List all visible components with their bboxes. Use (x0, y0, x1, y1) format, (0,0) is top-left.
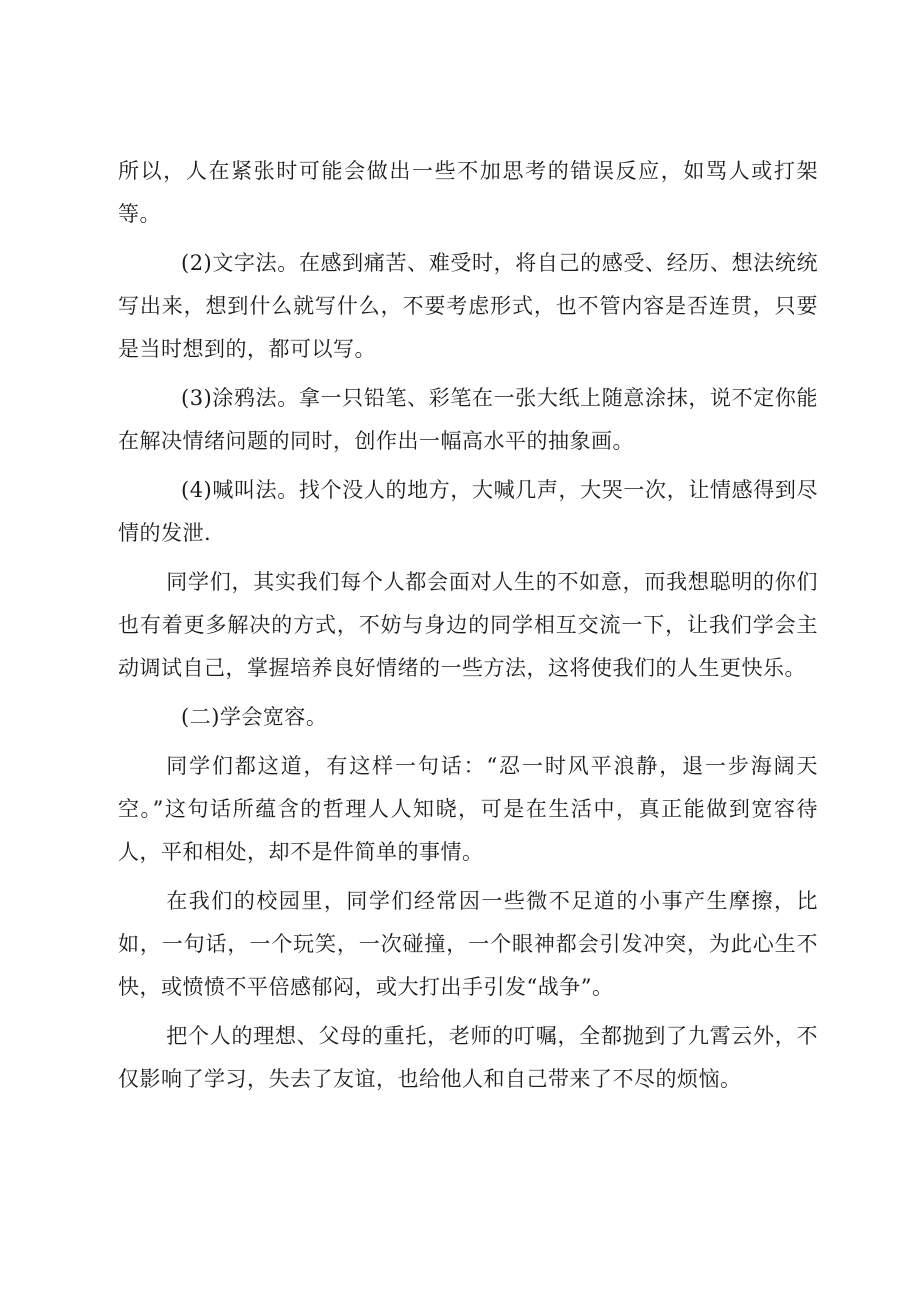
paragraph-tolerance-saying: 同学们都这道，有这样一句话：“忍一时风平浪静，退一步海阔天空。”这句话所蕴含的哲理人人知晓，可是在生活中，真正能做到宽容待人，平和相处，却不是件简单的事情。 (118, 754, 818, 864)
paragraph-shouting-method: (4)喊叫法。找个没人的地方，大喊几声，大哭一次，让情感得到尽情的发泄. (118, 478, 818, 545)
paragraph-consequences: 把个人的理想、父母的重托，老师的叮嘱，全都抛到了九霄云外，不仅影响了学习，失去了友谊，也给他人和自己带来了不尽的烦恼。 (118, 1024, 818, 1091)
paragraph-writing-method: (2)文字法。在感到痛苦、难受时，将自己的感受、经历、想法统统写出来，想到什么就写什么，不要考虑形式，也不管内容是否连贯，只要是当时想到的，都可以写。 (118, 251, 818, 361)
paragraph-classmates-summary: 同学们，其实我们每个人都会面对人生的不如意，而我想聪明的你们也有着更多解决的方式，不妨与身边的同学相互交流一下，让我们学会主动调试自己，掌握培养良好情绪的一些方法，这将使我们的人生更快乐。 (118, 570, 818, 680)
paragraph-doodle-method: (3)涂鸦法。拿一只铅笔、彩笔在一张大纸上随意涂抹，说不定你能在解决情绪问题的同时，创作出一幅高水平的抽象画。 (118, 386, 818, 453)
paragraph-campus-friction: 在我们的校园里，同学们经常因一些微不足道的小事产生摩擦，比如，一句话，一个玩笑，一次碰撞，一个眼神都会引发冲突，为此心生不快，或愤愤不平倍感郁闷，或大打出手引发“战争”。 (118, 889, 818, 999)
paragraph-continued-text: 所以，人在紧张时可能会做出一些不加思考的错误反应，如骂人或打架等。 (118, 159, 818, 226)
section-heading-tolerance: (二)学会宽容。 (181, 705, 328, 729)
document-body (118, 150, 818, 1101)
